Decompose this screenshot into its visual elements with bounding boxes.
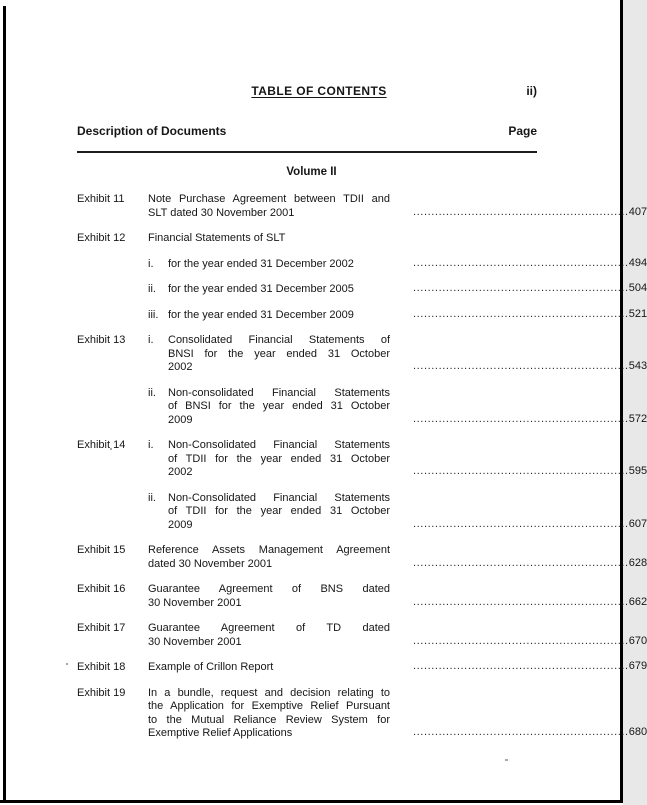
leader [413,556,647,571]
toc-description-line: Reference Assets Management Agreement [148,544,390,556]
toc-row [77,583,647,610]
toc-description-line: for the year ended 31 December 2002 [168,257,354,270]
exhibit-label: Exhibit 12 [77,232,126,244]
toc-description [148,193,390,220]
toc-description-line: BNSI for the year ended 31 October [168,347,390,360]
leader [413,660,647,674]
roman-numeral: ii. [148,283,156,295]
toc-page-number: 504 [628,282,647,294]
exhibit-label [77,309,148,323]
toc-description [148,544,390,571]
toc-description-line: 30 November 2001 [148,635,242,648]
toc-description-line: Exemptive Relief Applications [148,727,293,739]
toc-description-line: Financial Statements of SLT [148,232,286,244]
toc-page-number: 607 [628,517,647,530]
leader [413,282,647,296]
dot-leader: ........................................................... [413,517,629,530]
roman-numeral: i. [148,257,154,270]
roman-numeral: ii. [148,491,156,504]
leader [413,634,647,649]
toc-page-number: 407 [628,205,647,218]
leader [413,726,647,740]
page-marker: ii) [526,84,537,98]
toc-description [168,309,390,323]
exhibit-label: Exhibit 18 [77,661,126,673]
description-column-header: Description of Documents [77,124,227,138]
dot-leader: ........................................................... [413,282,629,294]
toc-description-line: of BNSI for the year ended 31 October [168,400,390,412]
toc-row [77,439,647,480]
scan-border-left [3,6,6,803]
dot-leader: ........................................................... [413,465,629,477]
dot-leader: ........................................................... [413,556,629,569]
toc-description-line: 30 November 2001 [148,596,242,609]
toc-page-number: 572 [628,412,647,425]
toc-row [77,660,647,675]
toc-description [148,583,390,610]
toc-row [77,232,537,246]
toc-page-number: 680 [628,726,647,738]
page-title: TABLE OF CONTENTS [251,84,387,98]
dot-leader: ........................................................... [413,360,629,372]
exhibit-label [77,258,148,272]
dot-leader: ........................................................... [413,205,629,218]
leader [413,412,647,427]
toc-description-line: Guarantee Agreement of BNS dated [148,583,390,595]
toc-description [168,439,390,480]
toc-description-line: Non-consolidated Financial Statements [168,386,390,399]
toc-title-row [77,85,537,100]
page-column-header: Page [508,124,537,138]
exhibit-label: Exhibit 19 [77,686,126,699]
toc-page-number: 521 [628,307,647,320]
header-divider [77,151,537,153]
toc-entries [77,193,647,753]
toc-page-number: 543 [628,360,647,372]
exhibit-label: Exhibit 16 [77,583,126,595]
toc-description-line: In a bundle, request and decision relating to [148,686,390,699]
toc-description-line: 2002 [168,466,193,478]
exhibit-label [77,492,148,533]
exhibit-label [77,283,148,297]
toc-description-line: for the year ended 31 December 2009 [168,308,354,321]
toc-description [148,661,390,675]
dot-leader: ........................................................... [413,634,629,647]
toc-page-number: 628 [628,556,647,569]
toc-description [168,283,390,297]
toc-row [77,386,647,428]
dot-leader: ........................................................... [413,412,629,425]
exhibit-label: Exhibit 13 [77,334,126,346]
toc-row [77,334,647,375]
toc-description [168,258,390,272]
toc-page-number: 679 [628,660,647,672]
roman-numeral: i. [148,439,154,451]
toc-description-line: Guarantee Agreement of TD dated [148,622,390,634]
toc-row [77,307,647,323]
roman-numeral: ii. [148,386,156,399]
toc-description-line: 2009 [168,413,193,426]
scan-speck [66,663,68,665]
toc-page-number: 494 [628,256,647,269]
dot-leader: ........................................................... [413,660,629,672]
leader [413,465,647,479]
leader [413,307,647,322]
toc-description [148,687,390,741]
toc-description-line: Example of Crillon Report [148,661,274,673]
toc-description-line: 2009 [168,518,193,531]
dot-leader: ........................................................... [413,307,629,320]
leader [413,595,647,610]
toc-row [77,282,647,297]
toc-description-line: Non-Consolidated Financial Statements [168,439,390,451]
toc-description-line: Note Purchase Agreement between TDII and [148,193,390,205]
toc-description [168,387,390,428]
toc-row [77,544,647,571]
exhibit-label: Exhibit 11 [77,193,125,205]
toc-description-line: the Application for Exemptive Relief Pursuant [148,700,390,712]
roman-numeral: i. [148,334,154,346]
dot-leader: ........................................................... [413,256,629,269]
toc-description [148,622,390,649]
toc-description [148,232,390,246]
toc-page-number: 595 [628,465,647,477]
scan-border-right [620,0,623,803]
dot-leader: ........................................................... [413,726,629,738]
toc-description-line: of TDII for the year ended 31 October [168,452,390,465]
scan-border-bottom [0,800,623,803]
toc-description [168,492,390,533]
toc-description-line: 2002 [168,361,193,373]
exhibit-label: Exhibit 17 [77,622,126,634]
toc-row [77,491,647,533]
toc-row [77,686,647,741]
roman-numeral: iii. [148,308,159,321]
leader [413,517,647,532]
toc-row [77,622,647,649]
leader [413,205,647,220]
toc-row [77,256,647,272]
scan-speck [505,759,508,761]
toc-description-line: Consolidated Financial Statements of [168,334,390,346]
toc-description [168,334,390,375]
leader [413,360,647,374]
exhibit-label: Exhibit 15 [77,544,126,556]
dot-leader: ........................................................... [413,595,629,608]
toc-description-line: Non-Consolidated Financial Statements [168,491,390,504]
leader [413,256,647,271]
toc-row [77,193,647,220]
toc-description-line: to the Mutual Reliance Review System for [148,713,390,726]
volume-heading: Volume II [286,166,337,178]
toc-description-line: SLT dated 30 November 2001 [148,206,295,219]
toc-description-line: dated 30 November 2001 [148,557,273,570]
toc-description-line: of TDII for the year ended 31 October [168,505,390,517]
column-headers [77,125,537,139]
exhibit-label [77,387,148,428]
toc-page-number: 662 [628,595,647,608]
toc-description-line: for the year ended 31 December 2005 [168,283,354,295]
toc-page-number: 670 [628,634,647,647]
exhibit-label: Exhibit 14 [77,439,126,451]
